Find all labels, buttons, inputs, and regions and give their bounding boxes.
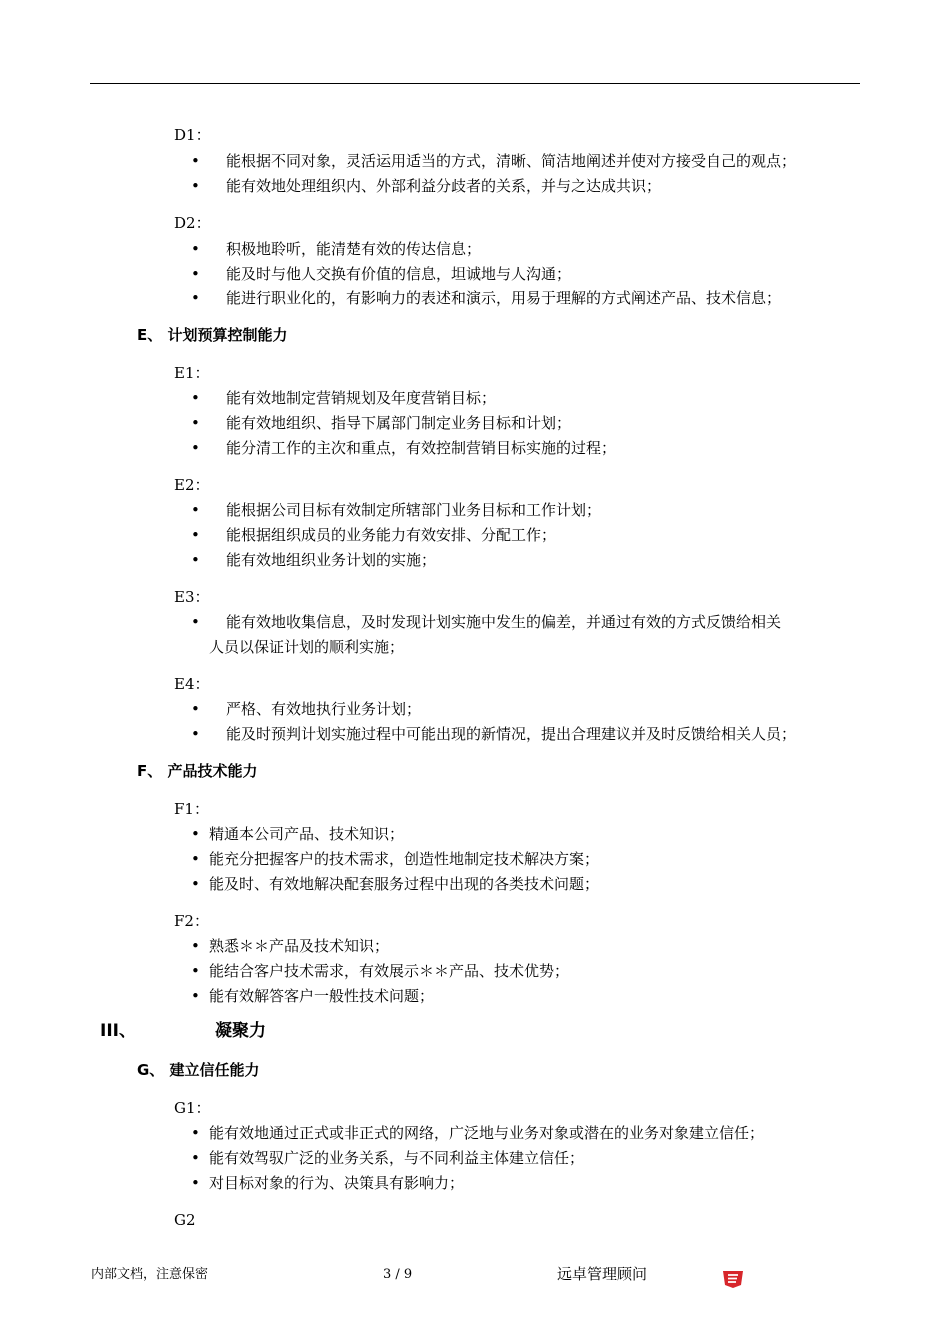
bullet: • [191,725,200,743]
list-item: 能有效地通过正式或非正式的网络，广泛地与业务对象或潜在的业务对象建立信任； [209,1124,765,1142]
bullet: • [191,962,200,980]
subsection-label-d1: D1： [174,126,211,144]
footer-company: 远卓管理顾问 [557,1265,648,1283]
bullet: • [191,700,200,718]
bullet: • [191,850,200,868]
list-item: 能根据不同对象，灵活运用适当的方式，清晰、简洁地阐述并使对方接受自己的观点； [226,152,797,170]
bullet: • [191,177,200,195]
section-title-f: F、 产品技术能力 [137,762,258,780]
bullet: • [191,1174,200,1192]
subsection-label-e1: E1： [174,364,210,382]
bullet: • [191,825,200,843]
footer-confidential: 内部文档，注意保密 [91,1267,209,1282]
list-item: 能及时与他人交换有价值的信息，坦诚地与人沟通； [226,265,572,283]
section-title-g: G、 建立信任能力 [137,1061,260,1079]
subsection-label-d2: D2： [174,214,211,232]
list-item: 能有效地制定营销规划及年度营销目标； [226,389,497,407]
subsection-label-f1: F1： [174,800,209,818]
subsection-label-e2: E2： [174,476,210,494]
list-item: 能有效地组织、指导下属部门制定业务目标和计划； [226,414,572,432]
bullet: • [191,265,200,283]
subsection-label-e3: E3： [174,588,210,606]
bullet: • [191,439,200,457]
bullet: • [191,501,200,519]
list-item: 严格、有效地执行业务计划； [226,700,422,718]
list-item: 精通本公司产品、技术知识； [209,825,405,843]
company-logo-icon [720,1269,746,1289]
section-title-e: E、 计划预算控制能力 [137,326,288,344]
list-item: 能及时、有效地解决配套服务过程中出现的各类技术问题； [209,875,600,893]
list-item: 对目标对象的行为、决策具有影响力； [209,1174,465,1192]
subsection-label-e4: E4： [174,675,210,693]
list-item: 积极地聆听，能清楚有效的传达信息； [226,240,482,258]
list-item: 能有效地组织业务计划的实施； [226,551,437,569]
bullet: • [191,414,200,432]
subsection-label-g2: G2 [174,1211,196,1229]
page-number: 3 / 9 [383,1267,413,1282]
list-item-continuation: 人员以保证计划的顺利实施； [209,638,405,656]
list-item: 能分清工作的主次和重点，有效控制营销目标实施的过程； [226,439,617,457]
list-item: 能及时预判计划实施过程中可能出现的新情况，提出合理建议并及时反馈给相关人员； [226,725,797,743]
header-rule [90,83,860,84]
bullet: • [191,152,200,170]
part-number: III、 [100,1021,136,1041]
list-item: 能有效地处理组织内、外部利益分歧者的关系，并与之达成共识； [226,177,662,195]
list-item: 能有效解答客户一般性技术问题； [209,987,435,1005]
bullet: • [191,389,200,407]
list-item: 能进行职业化的，有影响力的表述和演示，用易于理解的方式阐述产品、技术信息； [226,289,782,307]
bullet: • [191,613,200,631]
list-item: 能根据公司目标有效制定所辖部门业务目标和工作计划； [226,501,602,519]
list-item: 能充分把握客户的技术需求，创造性地制定技术解决方案； [209,850,600,868]
bullet: • [191,875,200,893]
bullet: • [191,551,200,569]
list-item: 熟悉＊＊产品及技术知识； [209,937,390,955]
list-item: 能结合客户技术需求，有效展示＊＊产品、技术优势； [209,962,570,980]
bullet: • [191,289,200,307]
bullet: • [191,987,200,1005]
subsection-label-f2: F2： [174,912,209,930]
bullet: • [191,526,200,544]
list-item: 能有效驾驭广泛的业务关系，与不同利益主体建立信任； [209,1149,585,1167]
list-item: 能根据组织成员的业务能力有效安排、分配工作； [226,526,557,544]
list-item: 能有效地收集信息，及时发现计划实施中发生的偏差，并通过有效的方式反馈给相关 [226,613,782,631]
bullet: • [191,240,200,258]
part-title: 凝聚力 [215,1021,266,1041]
bullet: • [191,1149,200,1167]
bullet: • [191,1124,200,1142]
subsection-label-g1: G1： [174,1099,211,1117]
bullet: • [191,937,200,955]
